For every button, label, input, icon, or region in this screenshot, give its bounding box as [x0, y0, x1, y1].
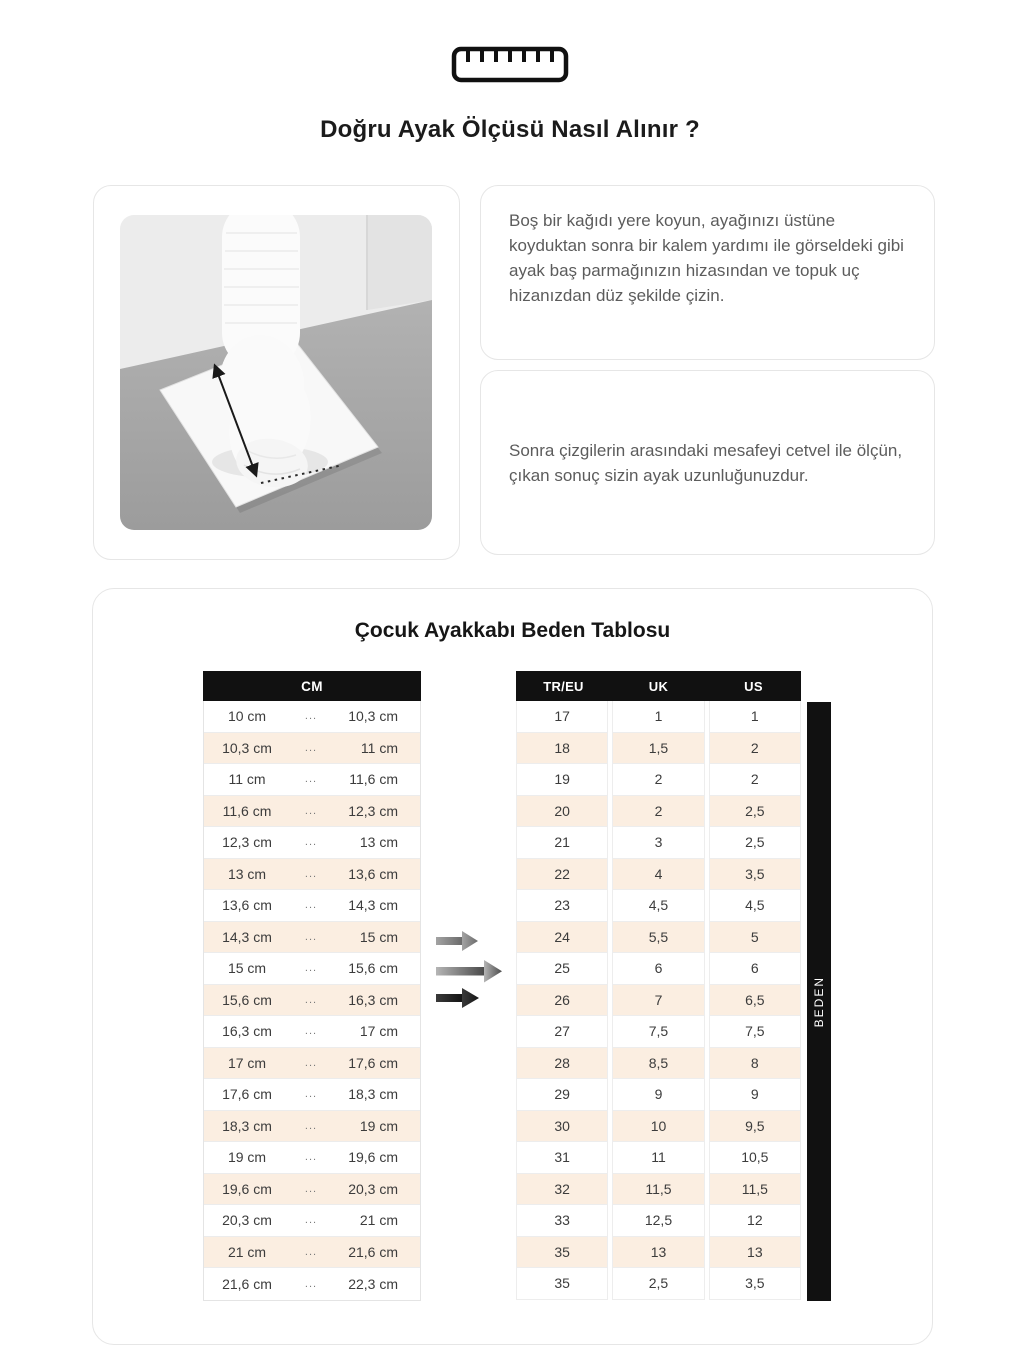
cm-min-value: 19 cm [227, 1149, 267, 1166]
size-table-row [516, 1048, 801, 1080]
us-value: 10,5 [709, 1142, 801, 1174]
range-separator: ... [304, 1151, 318, 1164]
cm-table-row [204, 733, 420, 765]
cm-table-row [204, 764, 420, 796]
tr-eu-value: 20 [516, 796, 608, 828]
cm-table-row [204, 1016, 420, 1048]
range-separator: ... [304, 1119, 318, 1132]
range-separator: ... [304, 710, 318, 723]
us-value: 9,5 [709, 1111, 801, 1143]
range-separator: ... [304, 1182, 318, 1195]
size-table-row [516, 859, 801, 891]
cm-table [203, 671, 421, 1301]
uk-value: 7 [612, 985, 704, 1017]
cm-min-value: 15 cm [227, 960, 267, 977]
us-value: 2,5 [709, 827, 801, 859]
tr-eu-value: 19 [516, 764, 608, 796]
uk-value: 5,5 [612, 922, 704, 954]
range-separator: ... [304, 773, 318, 786]
size-table-row [516, 827, 801, 859]
cm-table-row [204, 1174, 420, 1206]
cm-max-value: 11 cm [360, 739, 398, 756]
size-table-title: Çocuk Ayakkabı Beden Tablosu [354, 619, 671, 642]
range-separator: ... [304, 930, 318, 943]
cm-min-value: 10,3 cm [222, 739, 272, 756]
cm-min-value: 15,6 cm [222, 991, 272, 1008]
cm-table-row [204, 922, 420, 954]
us-value: 8 [709, 1048, 801, 1080]
size-table-body [516, 701, 801, 1300]
range-separator: ... [304, 804, 318, 817]
cm-min-value: 11 cm [228, 771, 266, 788]
instruction-card-2 [480, 370, 935, 555]
cm-table-row [204, 1237, 420, 1269]
size-table [516, 671, 801, 1300]
foot-photo-card [93, 185, 460, 560]
size-table-row [516, 764, 801, 796]
us-value: 2 [709, 764, 801, 796]
size-table-row [516, 733, 801, 765]
size-table-row [516, 1237, 801, 1269]
cm-max-value: 12,3 cm [348, 802, 398, 819]
uk-value: 13 [612, 1237, 704, 1269]
range-separator: ... [304, 867, 318, 880]
uk-value: 1,5 [612, 733, 704, 765]
us-value: 3,5 [709, 1268, 801, 1300]
cm-max-value: 21,6 cm [348, 1243, 398, 1260]
size-header-uk: UK [648, 678, 669, 694]
uk-value: 2,5 [612, 1268, 704, 1300]
size-table-card [92, 588, 933, 1345]
range-separator: ... [304, 1088, 318, 1101]
tr-eu-value: 17 [516, 701, 608, 733]
cm-table-row [204, 890, 420, 922]
uk-value: 12,5 [612, 1205, 704, 1237]
tr-eu-value: 33 [516, 1205, 608, 1237]
cm-table-row [204, 1142, 420, 1174]
size-table-row [516, 1079, 801, 1111]
range-separator: ... [304, 899, 318, 912]
tr-eu-value: 21 [516, 827, 608, 859]
size-table-row [516, 1142, 801, 1174]
uk-value: 2 [612, 796, 704, 828]
size-table-row [516, 953, 801, 985]
us-value: 4,5 [709, 890, 801, 922]
cm-table-row [204, 1048, 420, 1080]
tr-eu-value: 28 [516, 1048, 608, 1080]
tr-eu-value: 24 [516, 922, 608, 954]
uk-value: 2 [612, 764, 704, 796]
cm-max-value: 17,6 cm [348, 1054, 398, 1071]
tr-eu-value: 27 [516, 1016, 608, 1048]
cm-table-row [204, 1205, 420, 1237]
cm-max-value: 13,6 cm [348, 865, 398, 882]
cm-max-value: 21 cm [359, 1212, 398, 1229]
tr-eu-value: 18 [516, 733, 608, 765]
cm-table-row [204, 1079, 420, 1111]
arrows-right-icon [434, 927, 514, 1016]
size-table-row [516, 1111, 801, 1143]
range-separator: ... [304, 1277, 318, 1290]
foot-measure-illustration [120, 215, 432, 530]
cm-min-value: 16,3 cm [222, 1023, 272, 1040]
tr-eu-value: 35 [516, 1237, 608, 1269]
range-separator: ... [304, 1025, 318, 1038]
uk-value: 4 [612, 859, 704, 891]
tr-eu-value: 23 [516, 890, 608, 922]
range-separator: ... [304, 741, 318, 754]
cm-min-value: 18,3 cm [222, 1117, 272, 1134]
tr-eu-value: 32 [516, 1174, 608, 1206]
size-table-row [516, 890, 801, 922]
range-separator: ... [304, 1056, 318, 1069]
cm-max-value: 19 cm [359, 1117, 398, 1134]
uk-value: 1 [612, 701, 704, 733]
beden-label: BEDEN [812, 975, 826, 1028]
size-table-row [516, 1016, 801, 1048]
page-title: Doğru Ayak Ölçüsü Nasıl Alınır ? [320, 116, 700, 143]
cm-max-value: 11,6 cm [349, 771, 398, 788]
us-value: 7,5 [709, 1016, 801, 1048]
us-value: 11,5 [709, 1174, 801, 1206]
cm-table-row [204, 985, 420, 1017]
cm-max-value: 13 cm [359, 834, 398, 851]
instruction-card-1 [480, 185, 935, 360]
cm-max-value: 22,3 cm [348, 1275, 398, 1292]
cm-max-value: 15 cm [359, 928, 398, 945]
foot-measure-photo [120, 215, 432, 530]
cm-table-row [204, 827, 420, 859]
cm-min-value: 17,6 cm [222, 1086, 272, 1103]
us-value: 6,5 [709, 985, 801, 1017]
cm-min-value: 19,6 cm [222, 1180, 272, 1197]
size-table-row [516, 985, 801, 1017]
cm-table-header: CM [203, 671, 421, 701]
cm-min-value: 12,3 cm [222, 834, 272, 851]
us-value: 9 [709, 1079, 801, 1111]
tr-eu-value: 31 [516, 1142, 608, 1174]
tr-eu-value: 35 [516, 1268, 608, 1300]
cm-table-row [204, 1268, 420, 1300]
cm-table-row [204, 953, 420, 985]
cm-max-value: 14,3 cm [348, 897, 398, 914]
size-header-tr-eu: TR/EU [543, 678, 584, 694]
cm-table-row [204, 796, 420, 828]
range-separator: ... [304, 993, 318, 1006]
uk-value: 8,5 [612, 1048, 704, 1080]
us-value: 6 [709, 953, 801, 985]
uk-value: 3 [612, 827, 704, 859]
cm-min-value: 13,6 cm [222, 897, 272, 914]
cm-min-value: 10 cm [227, 708, 267, 725]
cm-table-row [204, 701, 420, 733]
instruction-step-2: Sonra çizgilerin arasındaki mesafeyi cetvel ile ölçün, çıkan sonuç sizin ayak uzunluğunuzdur. [509, 440, 903, 485]
size-table-row [516, 1268, 801, 1300]
cm-min-value: 13 cm [227, 865, 267, 882]
tr-eu-value: 22 [516, 859, 608, 891]
cm-max-value: 17 cm [359, 1023, 398, 1040]
uk-value: 4,5 [612, 890, 704, 922]
tr-eu-value: 26 [516, 985, 608, 1017]
cm-min-value: 17 cm [227, 1054, 267, 1071]
cm-table-body [203, 701, 421, 1301]
cm-min-value: 21,6 cm [222, 1275, 272, 1292]
cm-min-value: 11,6 cm [222, 802, 272, 819]
range-separator: ... [304, 1214, 318, 1227]
size-table-row [516, 701, 801, 733]
cm-min-value: 20,3 cm [222, 1212, 272, 1229]
cm-table-row [204, 1111, 420, 1143]
range-separator: ... [304, 1245, 318, 1258]
size-table-row [516, 1174, 801, 1206]
uk-value: 9 [612, 1079, 704, 1111]
uk-value: 11 [612, 1142, 704, 1174]
us-value: 2,5 [709, 796, 801, 828]
range-separator: ... [304, 836, 318, 849]
size-table-row [516, 922, 801, 954]
us-value: 2 [709, 733, 801, 765]
tr-eu-value: 30 [516, 1111, 608, 1143]
tr-eu-value: 29 [516, 1079, 608, 1111]
instruction-step-1: Boş bir kağıdı yere koyun, ayağınızı üstüne koyduktan sonra bir kalem yardımı ile görseldeki gibi ayak baş parmağınızın hizasından ve topuk uç hizanızdan düz şekilde çizin. [509, 211, 904, 305]
us-value: 3,5 [709, 859, 801, 891]
size-table-row [516, 796, 801, 828]
uk-value: 10 [612, 1111, 704, 1143]
size-header-us: US [744, 678, 763, 694]
cm-table-row [204, 859, 420, 891]
cm-max-value: 19,6 cm [348, 1149, 398, 1166]
cm-min-value: 14,3 cm [222, 928, 272, 945]
uk-value: 6 [612, 953, 704, 985]
beden-bar [807, 702, 831, 1301]
us-value: 13 [709, 1237, 801, 1269]
us-value: 12 [709, 1205, 801, 1237]
uk-value: 7,5 [612, 1016, 704, 1048]
ruler-icon [0, 46, 1020, 88]
range-separator: ... [304, 962, 318, 975]
cm-max-value: 15,6 cm [348, 960, 398, 977]
us-value: 5 [709, 922, 801, 954]
tr-eu-value: 25 [516, 953, 608, 985]
size-table-header [516, 671, 801, 701]
cm-max-value: 10,3 cm [348, 708, 398, 725]
cm-min-value: 21 cm [227, 1243, 267, 1260]
cm-max-value: 20,3 cm [348, 1180, 398, 1197]
size-table-row [516, 1205, 801, 1237]
us-value: 1 [709, 701, 801, 733]
uk-value: 11,5 [612, 1174, 704, 1206]
cm-max-value: 18,3 cm [348, 1086, 398, 1103]
cm-max-value: 16,3 cm [348, 991, 398, 1008]
